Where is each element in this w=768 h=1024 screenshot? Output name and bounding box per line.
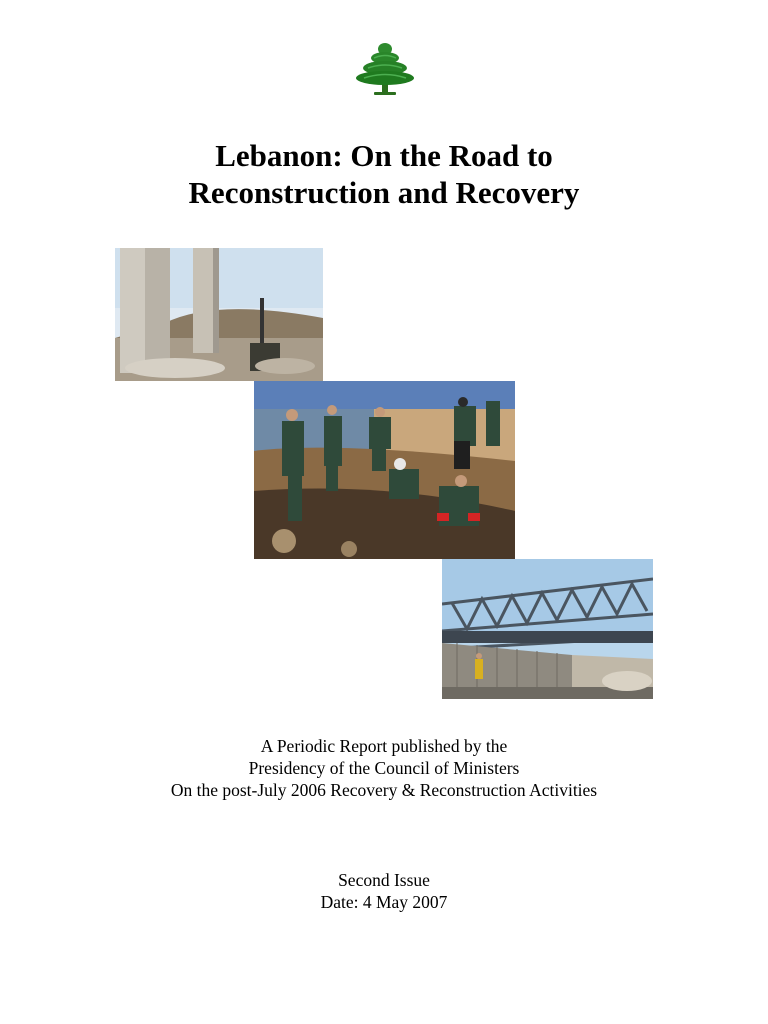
issue-info (0, 869, 768, 913)
subtitle-line-3: On the post-July 2006 Recovery & Reconstruction Activities (170, 780, 598, 800)
damaged-bridge-pillars-photo (115, 248, 323, 381)
document-title (0, 137, 768, 211)
issue-date: Date: 4 May 2007 (320, 892, 448, 912)
cedar-tree-icon (354, 41, 416, 97)
subtitle-line-2: Presidency of the Council of Ministers (248, 758, 520, 778)
steel-truss-bridge-photo (442, 559, 653, 699)
title-line-2: Reconstruction and Recovery (188, 175, 580, 210)
subtitle-line-1: A Periodic Report published by the (260, 736, 508, 756)
oil-spill-cleanup-workers-photo (254, 381, 515, 559)
issue-edition: Second Issue (338, 870, 430, 890)
report-description (0, 735, 768, 801)
title-line-1: Lebanon: On the Road to (215, 138, 553, 173)
